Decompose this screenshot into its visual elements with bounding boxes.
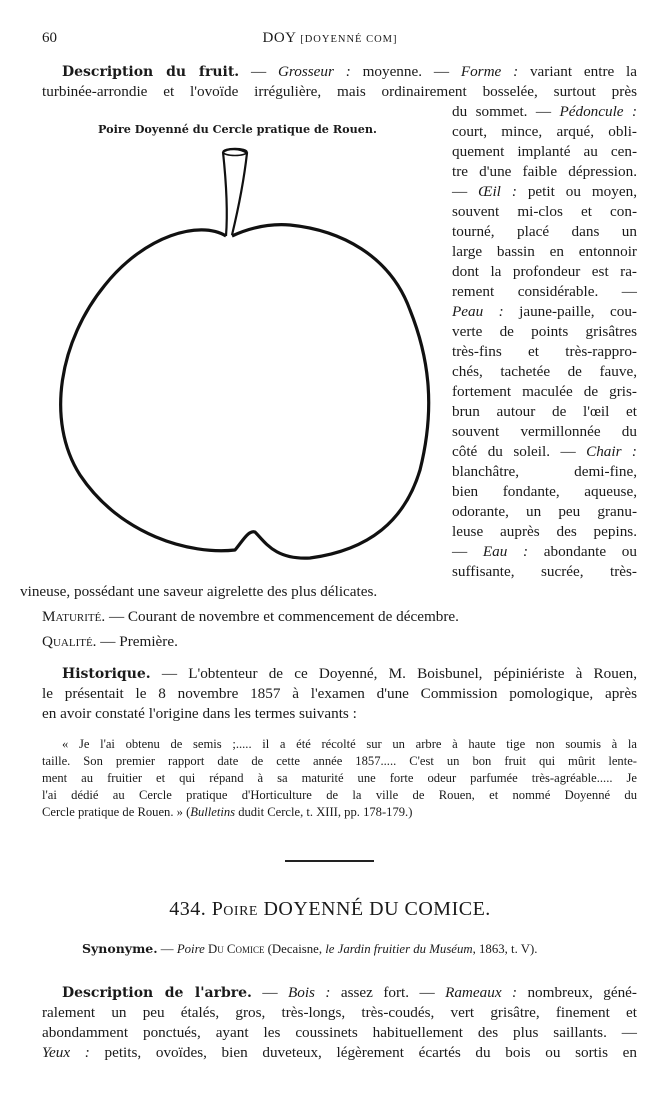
fruit-desc-line-2: turbinée-arrondie et l'ovoïde irrégulière, mais ordinairement bosselée, surtout près bbox=[42, 83, 637, 100]
section-divider bbox=[285, 860, 374, 862]
fruit-desc-col-line: souvent vermillonnée du bbox=[452, 423, 637, 440]
fruit-desc-col-line: suffisante, sucrée, très- bbox=[452, 563, 637, 580]
fruit-desc-col-line: dont la profondeur est ra- bbox=[452, 263, 637, 280]
section-name: DOYENNÉ DU COMICE. bbox=[263, 898, 491, 920]
fruit-desc-col-line: tourné, placé dans un bbox=[452, 223, 637, 240]
tree-desc-line: ralement un peu étalés, gros, très-longs, très-coudés, vert grisâtre, finement et bbox=[42, 1004, 637, 1021]
fruit-desc-col-line: court, mince, arqué, obli- bbox=[452, 123, 637, 140]
quote-line: Cercle pratique de Rouen. » (Bulletins dudit Cercle, t. XIII, pp. 178-179.) bbox=[42, 805, 413, 819]
quote-line: l'ai dédié au Cercle pratique d'Horticulture de la ville de Rouen, et nommé Doyenné du bbox=[42, 788, 637, 802]
fruit-desc-col-line: — Œil : petit ou moyen, bbox=[452, 183, 637, 200]
fruit-desc-line-3: du sommet. — Pédoncule : bbox=[452, 103, 637, 120]
fruit-desc-col-line: quement implanté au cen- bbox=[452, 143, 637, 160]
fruit-desc-col-line: leuse auprès des pepins. bbox=[452, 523, 637, 540]
historique-heading: Historique. bbox=[62, 666, 151, 682]
section-number: 434. bbox=[169, 898, 207, 920]
quote-line: ment au fruitier et qui répand à sa maturité une forte odeur parfumée très-agréable..... Je bbox=[42, 771, 637, 785]
fruit-desc-col-line: fortement maculée de gris- bbox=[452, 383, 637, 400]
maturite-label: Maturité. bbox=[42, 608, 106, 625]
running-header bbox=[0, 30, 660, 50]
quote-line: taille. Son premier rapport date de cette année 1857..... C'est un bon fruit qui mûrit lente- bbox=[42, 754, 637, 768]
historique-line-1: Historique. — L'obtenteur de ce Doyenné, M. Boisbunel, pépiniériste à Rouen, bbox=[62, 665, 637, 682]
quote-line: « Je l'ai obtenu de semis ;..... il a été récolté sur un arbre à haute tige non soumis à la bbox=[62, 737, 637, 751]
fruit-desc-line-1: Description du fruit. — Grosseur : moyenne. — Forme : variant entre la bbox=[62, 63, 637, 80]
figure-caption: Poire Doyenné du Cercle pratique de Rouen. bbox=[98, 122, 377, 136]
fruit-desc-last-line: vineuse, possédant une saveur aigrelette des plus délicates. bbox=[20, 583, 378, 600]
qualite-line: Qualité. — Première. bbox=[42, 633, 178, 650]
fruit-desc-col-line: brun autour de l'œil et bbox=[452, 403, 637, 420]
pear-outline-drawing-icon bbox=[50, 140, 435, 580]
running-title-main: DOY bbox=[262, 30, 296, 46]
fruit-desc-col-line: bien fondante, aqueuse, bbox=[452, 483, 637, 500]
fruit-desc-col-line: très-fins et très-rappro- bbox=[452, 343, 637, 360]
fruit-desc-col-line: odorante, un peu granu- bbox=[452, 503, 637, 520]
fruit-desc-heading: Description du fruit. bbox=[62, 64, 240, 80]
historique-line: en avoir constaté l'origine dans les termes suivants : bbox=[42, 705, 357, 722]
qualite-label: Qualité. bbox=[42, 633, 97, 650]
tree-desc-line: Yeux : petits, ovoïdes, bien duveteux, légèrement écartés du bois ou sortis en bbox=[42, 1044, 637, 1061]
fruit-desc-col-line: large bassin en entonnoir bbox=[452, 243, 637, 260]
fruit-desc-col-line: Peau : jaune-paille, cou- bbox=[452, 303, 637, 320]
fruit-desc-col-line: chés, tachetée de fauve, bbox=[452, 363, 637, 380]
running-title-sub: [DOYENNÉ COM] bbox=[300, 34, 398, 45]
section-prefix: Poire bbox=[211, 898, 258, 920]
running-title bbox=[0, 30, 660, 47]
synonyme-label: Synonyme. bbox=[82, 941, 158, 956]
tree-desc-heading: Description de l'arbre. bbox=[62, 985, 252, 1001]
historique-line: le présentait le 8 novembre 1857 à l'examen d'une Commission pomologique, après bbox=[42, 685, 637, 702]
fruit-desc-col-line: souvent mi-clos et con- bbox=[452, 203, 637, 220]
section-title bbox=[0, 898, 660, 921]
tree-desc-line: abondamment ponctués, ayant les coussinets habituellement des plus saillants. — bbox=[42, 1024, 637, 1041]
fruit-desc-col-line: verte de points grisâtres bbox=[452, 323, 637, 340]
page-number: 60 bbox=[42, 30, 57, 46]
fruit-desc-col-line: côté du soleil. — Chair : bbox=[452, 443, 637, 460]
fruit-desc-col-line: blanchâtre, demi-fine, bbox=[452, 463, 637, 480]
maturite-line: Maturité. — Courant de novembre et commencement de décembre. bbox=[42, 608, 459, 625]
fruit-desc-col-line: — Eau : abondante ou bbox=[452, 543, 637, 560]
tree-desc-line-1: Description de l'arbre. — Bois : assez fort. — Rameaux : nombreux, géné- bbox=[62, 984, 637, 1001]
fruit-desc-col-line: rement considérable. — bbox=[452, 283, 637, 300]
fruit-desc-col-line: tre d'une faible dépression. bbox=[452, 163, 637, 180]
synonyme-line: Synonyme. — Poire Du Comice (Decaisne, le Jardin fruitier du Muséum, 1863, t. V). bbox=[82, 941, 538, 956]
